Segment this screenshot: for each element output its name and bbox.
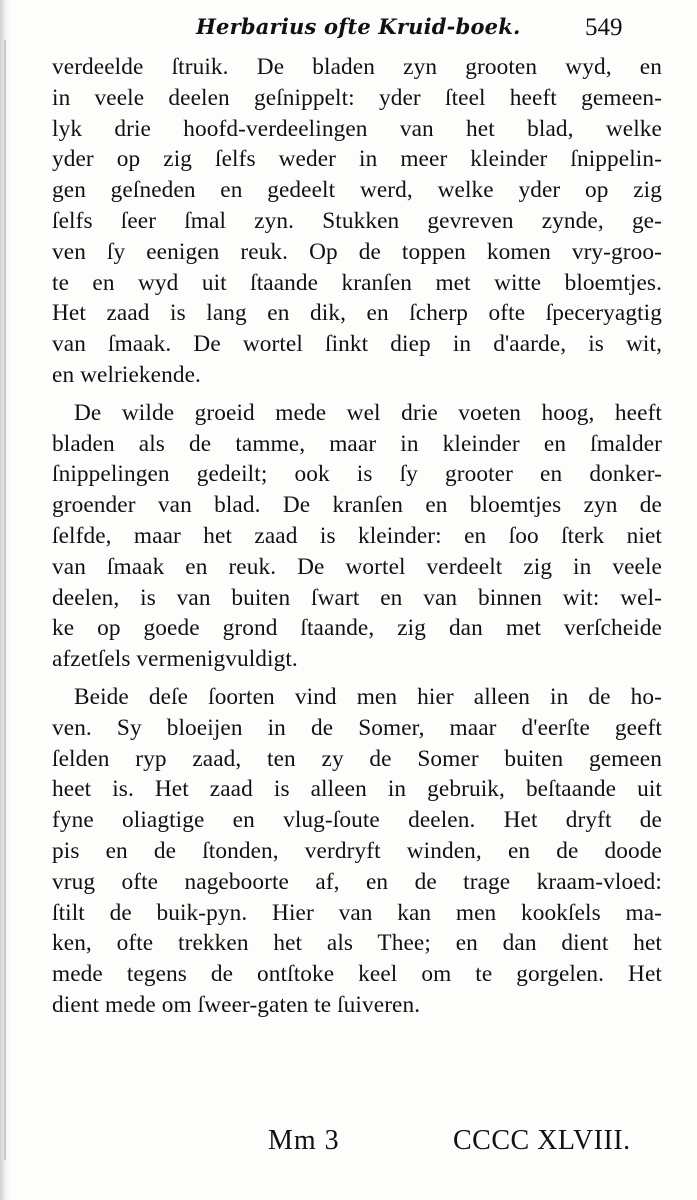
paragraph-2 bbox=[52, 398, 662, 675]
text-line: van ſmaak. De wortel ſinkt diep in d'aarde, is wit, bbox=[52, 331, 662, 358]
text-line: heet is. Het zaad is alleen in gebruik, beſtaande uit bbox=[52, 776, 662, 803]
roman-folio: CCCC XLVIII. bbox=[453, 1125, 631, 1156]
text-line: afzetſels vermenigvuldigt. bbox=[52, 646, 298, 673]
text-line: dient mede om ſweer-gaten te ſuiveren. bbox=[52, 991, 421, 1018]
page-fold-line bbox=[4, 40, 6, 1160]
running-head bbox=[0, 8, 697, 48]
text-line: deelen, is van buiten ſwart en van binnen wit: wel- bbox=[52, 584, 662, 611]
text-line: De wilde groeid mede wel drie voeten hoog, heeft bbox=[74, 399, 662, 426]
text-line: ven. Sy bloeijen in de Somer, maar d'eerſte geeft bbox=[52, 714, 662, 741]
text-line: fyne oliagtige en vlug-ſoute deelen. Het dryft de bbox=[52, 807, 662, 834]
text-line: ſelden ryp zaad, ten zy de Somer buiten gemeen bbox=[52, 745, 662, 772]
text-line: ſelfde, maar het zaad is kleinder: en ſoo ſterk niet bbox=[52, 522, 662, 549]
text-line: groender van blad. De kranſen en bloemtjes zyn de bbox=[52, 492, 662, 519]
text-line: ven ſy eenigen reuk. Op de toppen komen vry-groo- bbox=[52, 238, 662, 265]
text-line: mede tegens de ontſtoke keel om te gorgelen. Het bbox=[52, 961, 662, 988]
text-line: ken, ofte trekken het als Thee; en dan dient het bbox=[52, 930, 662, 957]
text-line: bladen als de tamme, maar in kleinder en ſmalder bbox=[52, 430, 662, 457]
body-text bbox=[52, 52, 662, 1021]
text-line: gen geſneden en gedeelt werd, welke yder op zig bbox=[52, 177, 662, 204]
text-line: Beide deſe ſoorten vind men hier alleen in de ho- bbox=[74, 683, 662, 710]
text-line: van ſmaak en reuk. De wortel verdeelt zig in veele bbox=[52, 553, 662, 580]
text-line: pis en de ſtonden, verdryft winden, en de doode bbox=[52, 837, 662, 864]
paragraph-3 bbox=[52, 682, 662, 1021]
paragraph-1 bbox=[52, 52, 662, 391]
text-line: in veele deelen geſnippelt: yder ſteel heeft gemeen- bbox=[52, 84, 662, 111]
text-line: te en wyd uit ſtaande kranſen met witte bloemtjes. bbox=[52, 269, 662, 296]
text-line: en welriekende. bbox=[52, 361, 201, 388]
running-title: Herbarius ofte Kruid-boek. bbox=[196, 14, 521, 39]
text-line: ke op goede grond ſtaande, zig dan met verſcheide bbox=[52, 615, 662, 642]
page-footer bbox=[0, 1125, 697, 1161]
signature-mark: Mm 3 bbox=[268, 1125, 340, 1156]
text-line: ſnippelingen gedeilt; ook is ſy grooter en donker- bbox=[52, 461, 662, 488]
text-line: yder op zig ſelfs weder in meer kleinder ſnippelin- bbox=[52, 146, 662, 173]
text-line: Het zaad is lang en dik, en ſcherp ofte ſpeceryagtig bbox=[52, 300, 662, 327]
text-line: ſelfs ſeer ſmal zyn. Stukken gevreven zynde, ge- bbox=[52, 207, 662, 234]
text-line: vrug ofte nageboorte af, en de trage kraam-vloed: bbox=[52, 868, 662, 895]
text-line: lyk drie hoofd-verdeelingen van het blad, welke bbox=[52, 115, 662, 142]
page-number: 549 bbox=[585, 14, 623, 41]
text-line: ſtilt de buik-pyn. Hier van kan men kookſels ma- bbox=[52, 899, 662, 926]
text-line: verdeelde ſtruik. De bladen zyn grooten wyd, en bbox=[52, 54, 662, 80]
